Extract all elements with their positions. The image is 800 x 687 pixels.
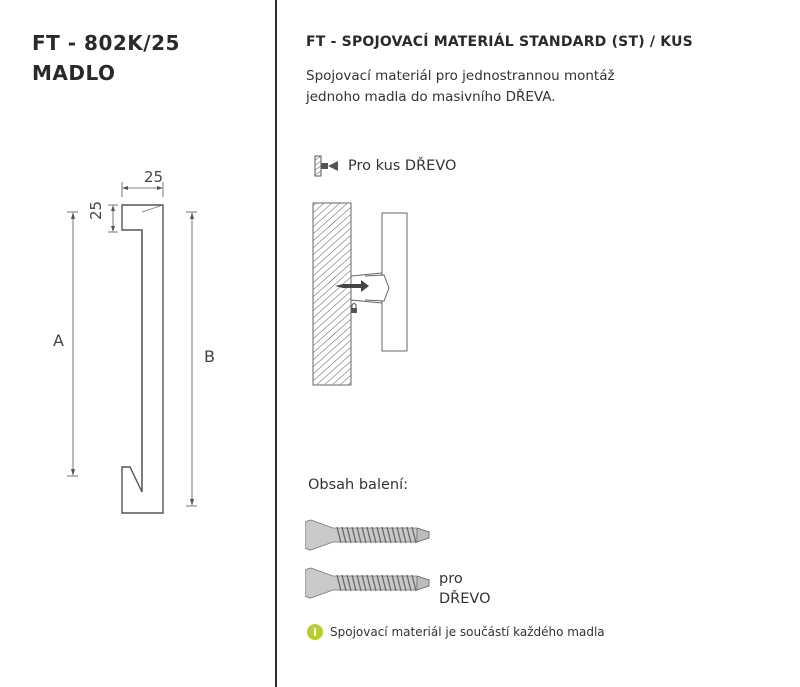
- lock-icon: [351, 308, 357, 313]
- handle-drawing: [0, 0, 275, 687]
- screw-caption: [439, 569, 490, 609]
- dimension-width-label: 25: [144, 168, 164, 186]
- fixing-description: [306, 66, 615, 108]
- description-line: jednoho madla do masivního DŘEVA.: [306, 89, 556, 105]
- screw-section: [343, 284, 361, 288]
- package-title: Obsah balení:: [308, 477, 408, 493]
- dimension-offset-label: 25: [87, 200, 105, 220]
- screw-drawing: [305, 514, 440, 554]
- dimension-b-label: B: [204, 347, 215, 366]
- fixing-title: FT - SPOJOVACÍ MATERIÁL STANDARD (ST) / KUS: [306, 34, 693, 50]
- wood-mount-icon: [312, 154, 342, 178]
- mount-label: Pro kus DŘEVO: [348, 158, 457, 174]
- description-line: Spojovací materiál pro jednostrannou montáž: [306, 68, 615, 84]
- wood-hatch-line: [313, 389, 351, 395]
- screw-drawing: [305, 562, 440, 602]
- dimension-a-label: A: [53, 331, 64, 350]
- note-text: Spojovací materiál je součástí každého madla: [330, 625, 605, 639]
- caption-line: DŘEVO: [439, 591, 491, 607]
- wood-hatch-line: [313, 195, 351, 199]
- info-note: [307, 624, 605, 640]
- info-icon: i: [307, 624, 323, 640]
- mount-diagram: [305, 195, 445, 395]
- caption-line: pro: [439, 571, 463, 587]
- handle-top-edge: [142, 205, 163, 212]
- product-code: FT - 802K/25: [32, 31, 180, 55]
- column-divider: [275, 0, 277, 687]
- mount-type: [312, 153, 456, 179]
- product-name: MADLO: [32, 61, 116, 85]
